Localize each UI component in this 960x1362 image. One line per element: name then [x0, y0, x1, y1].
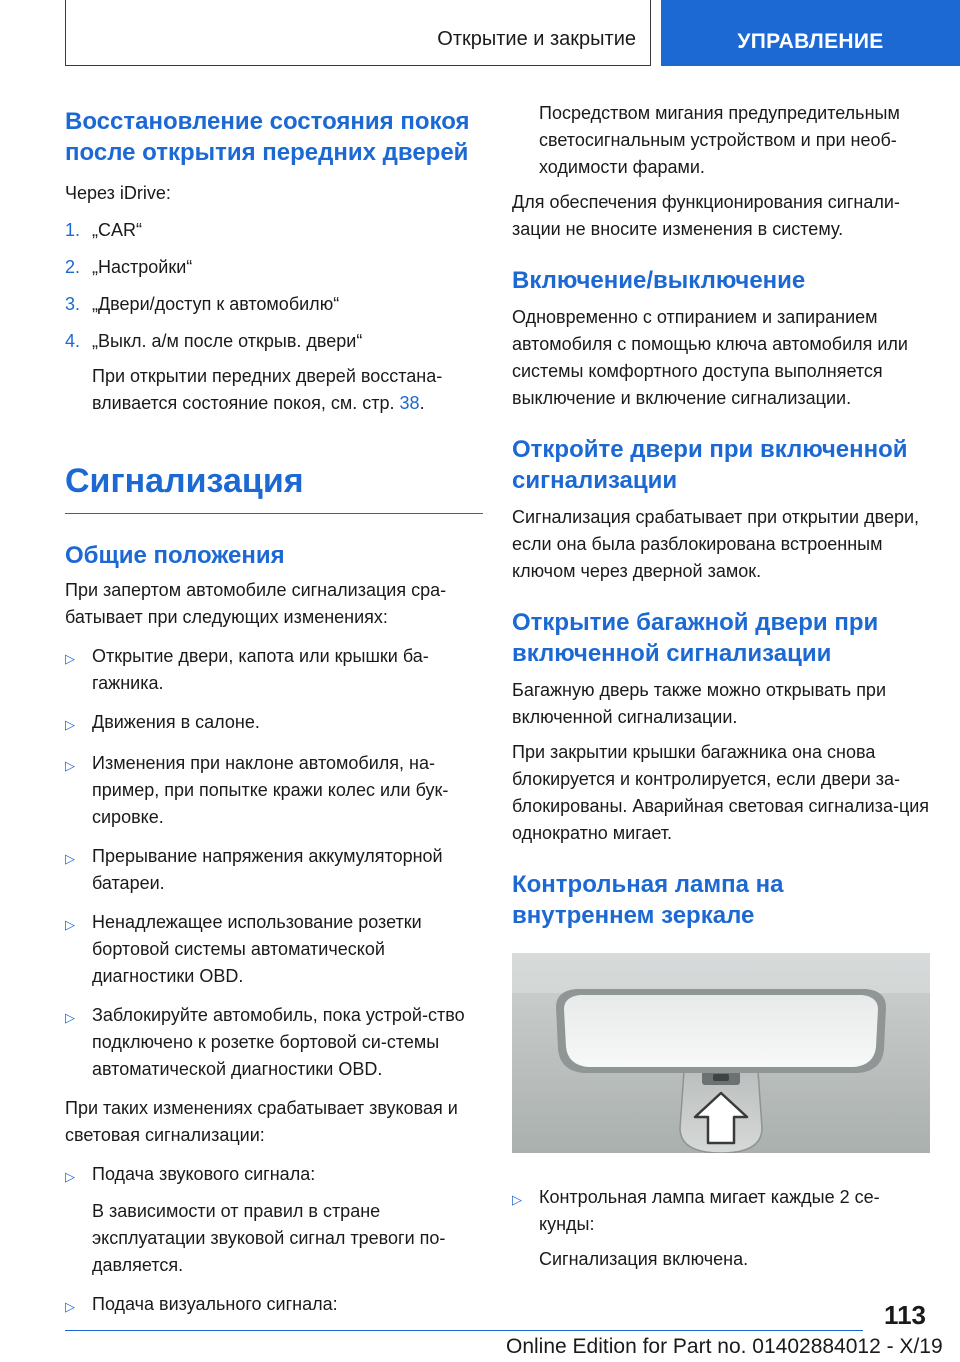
open-doors-text: Сигнализация срабатывает при открытии двери, если она была разблокирована встроенным ключом через дверной замок.: [512, 507, 920, 581]
list-item: ▷ Движения в салоне.: [65, 709, 483, 738]
triangle-bullet-icon: ▷: [65, 1010, 75, 1025]
edition-note: Online Edition for Part no. 01402884012 - X/19: [506, 1335, 943, 1358]
triangle-bullet-icon: ▷: [65, 651, 75, 666]
triangle-bullet-icon: ▷: [65, 851, 75, 866]
header-section-title: Открытие и закрытие: [437, 28, 636, 50]
list-item: ▷ Прерывание напряжения аккумуляторной батареи.: [65, 843, 483, 897]
section-title-alarm: Сигнализация: [65, 462, 304, 500]
heading-indicator-lamp: Контрольная лампа на внутреннем зеркале: [512, 871, 784, 929]
trunk-text-1: Багажную дверь также можно открывать при включенной сигнализации.: [512, 680, 887, 727]
page-link[interactable]: 38: [399, 393, 420, 413]
on-off-text: Одновременно с отпиранием и запиранием автомобиля с помощью ключа автомобиля или системы комфортного доступа выполняется выключение и включение сигнализации.: [512, 307, 908, 408]
section-rule: [65, 513, 483, 514]
list-item: ▷ Подача звукового сигнала:: [65, 1161, 483, 1190]
header-section-box: [65, 0, 651, 66]
heading-restore-rest: Восстановление состояния покоя после открытия передних дверей: [65, 108, 470, 166]
heading-open-doors: Откройте двери при включенной сигнализации: [512, 436, 908, 494]
step-item: 1. „CAR“: [65, 220, 142, 240]
right-column: [512, 100, 930, 1273]
no-modify-text: Для обеспечения функционирования сигнали-зации не вносите изменения в систему.: [512, 192, 900, 239]
step-note: При открытии передних дверей восстана-вливается состояние покоя, см. стр. 38.: [92, 366, 443, 413]
list-item: ▷ Контрольная лампа мигает каждые 2 се-кунды:: [512, 1184, 930, 1238]
step-item: 2. „Настройки“: [65, 257, 193, 277]
rearview-mirror-illustration: [512, 953, 930, 1153]
signal-continued: Посредством мигания предупредительным светосигнальным устройством и при необ-ходимости фарами.: [539, 103, 900, 177]
list-item: ▷ Ненадлежащее использование розетки бортовой системы автоматической диагностики OBD.: [65, 909, 483, 990]
list-item: ▷ Подача визуального сигнала:: [65, 1291, 483, 1320]
heading-open-trunk: Открытие багажной двери при включенной сигнализации: [512, 609, 879, 667]
list-item: ▷ Заблокируйте автомобиль, пока устрой-ство подключено к розетке бортовой си-стемы автоматической диагностики OBD.: [65, 1002, 483, 1083]
triangle-bullet-icon: ▷: [65, 758, 75, 773]
lamp-note: Сигнализация включена.: [539, 1249, 749, 1269]
header-chapter-tab: УПРАВЛЕНИЕ: [661, 0, 960, 66]
step-item: 3. „Двери/доступ к автомобилю“: [65, 294, 340, 314]
step-item: 4. „Выкл. а/м после открыв. двери“: [65, 331, 363, 351]
heading-on-off: Включение/выключение: [512, 267, 806, 294]
trunk-text-2: При закрытии крышки багажника она снова блокируется и контролируется, если двери за-блокированы. Аварийная световая сигнализа-ция однократно мигает.: [512, 742, 930, 843]
page-number: 113: [884, 1300, 926, 1330]
footer-rule: [65, 1330, 863, 1331]
triangle-bullet-icon: ▷: [65, 1169, 75, 1184]
left-column: [65, 106, 483, 1320]
list-item: ▷ Изменения при наклоне автомобиля, на-пример, при попытке кражи колес или бук-сировке.: [65, 750, 483, 831]
signal-note: В зависимости от правил в стране эксплуатации звуковой сигнал тревоги по-давляется.: [92, 1201, 446, 1275]
general-text: При запертом автомобиле сигнализация сра-батывает при следующих изменениях:: [65, 580, 447, 627]
heading-general: Общие положения: [65, 542, 285, 569]
triangle-bullet-icon: ▷: [65, 1299, 75, 1314]
list-item: ▷ Открытие двери, капота или крышки ба-гажника.: [65, 643, 483, 697]
idrive-intro: Через iDrive:: [65, 183, 171, 203]
triangle-bullet-icon: ▷: [65, 917, 75, 932]
triangle-bullet-icon: ▷: [65, 717, 75, 732]
trigger-text: При таких изменениях срабатывает звуковая и световая сигнализации:: [65, 1098, 458, 1145]
triangle-bullet-icon: ▷: [512, 1192, 522, 1207]
